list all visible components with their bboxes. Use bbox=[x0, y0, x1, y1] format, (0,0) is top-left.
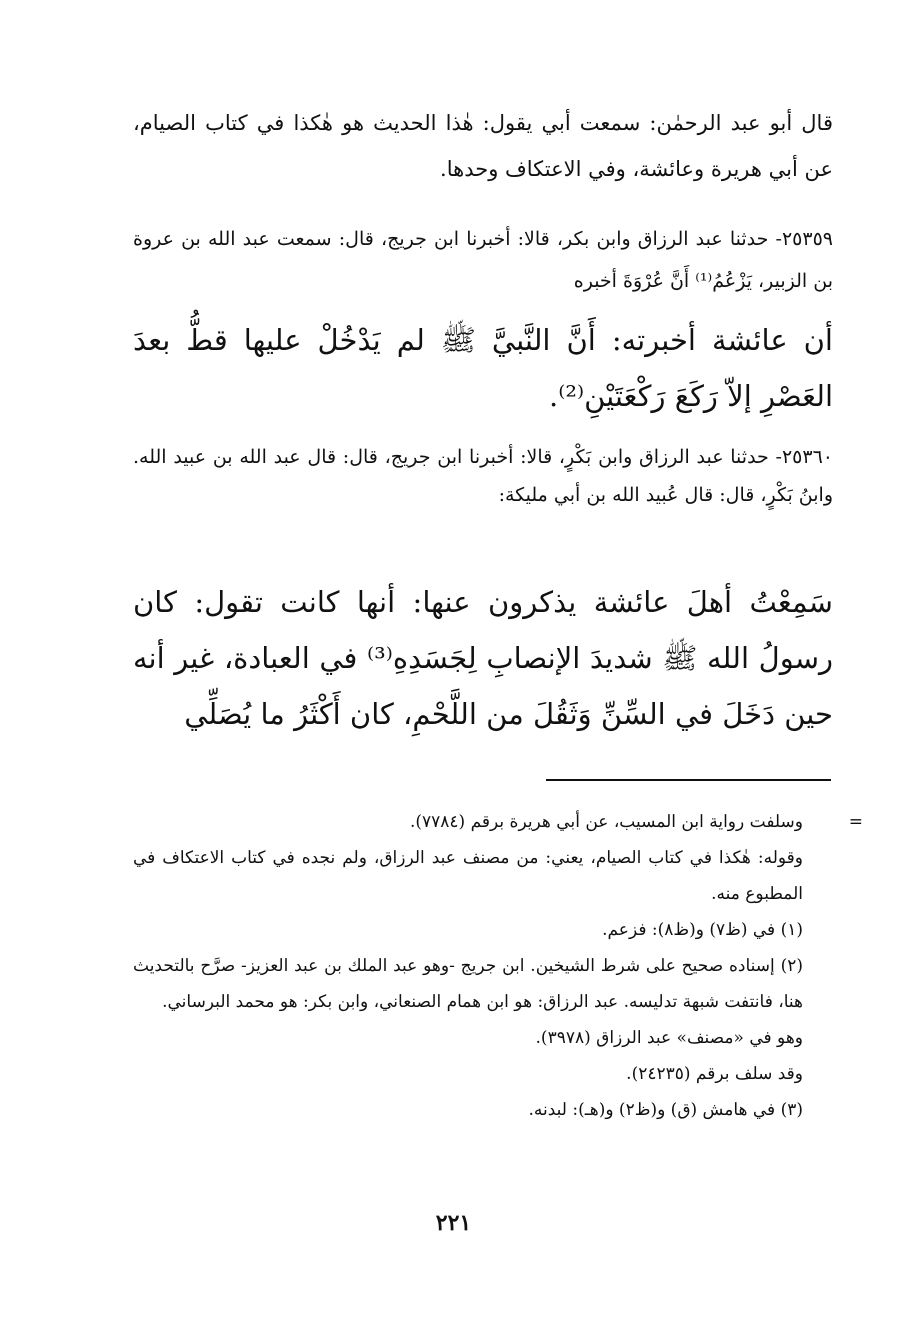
hadith-25360-isnad: ٢٥٣٦٠- حدثنا عبد الرزاق وابن بَكْرٍ، قالا: أخبرنا ابن جريج، قال: قال عبد الله بن عبيد الله. وابنُ بَكْرٍ، قال: قال عُبيد الله بن أبي مليكة: bbox=[133, 446, 833, 506]
continuation-mark: = bbox=[848, 812, 863, 832]
hadith-25359-matn: أن عائشة أخبرته: أَنَّ النَّبيَّ ﷺ لم يَدْخُلْ عليها قطُّ بعدَ العَصْرِ إلاّ رَكَعَ رَكْعَتَيْنِ⁽²⁾. bbox=[133, 323, 833, 413]
hadith-25360-matn: سَمِعْتُ أهلَ عائشة يذكرون عنها: أنها كانت تقول: كان رسولُ الله ﷺ شديدَ الإنصابِ لِجَسَدِهِ⁽³⁾ في العبادة، غير أنه حين دَخَلَ في السِّنِّ وَثَقُلَ من اللَّحْمِ، كان أَكْثَرُ ما يُصَلِّي bbox=[133, 585, 833, 731]
footnote-2: (٢) إسناده صحيح على شرط الشيخين. ابن جريج -وهو عبد الملك بن عبد العزيز- صرَّح بالتحديث هنا، فانتفت شبهة تدليسه. عبد الرزاق: هو ابن همام الصنعاني، وابن بكر: هو محمد البرساني. bbox=[133, 956, 803, 1012]
page-number: ٢٢١ bbox=[435, 1210, 472, 1236]
footnote-text: وسلفت رواية ابن المسيب، عن أبي هريرة برقم (٧٧٨٤). bbox=[409, 812, 803, 832]
footnote-3: (٣) في هامش (ق) و(ظ٢) و(هـ): لبدنه. bbox=[528, 1100, 803, 1120]
footnote-separator bbox=[546, 779, 831, 781]
footnotes-section bbox=[133, 804, 863, 1128]
footnote-continuation bbox=[133, 804, 863, 840]
intro-paragraph: قال أبو عبد الرحمٰن: سمعت أبي يقول: هٰذا الحديث هو هٰكذا في كتاب الصيام، عن أبي هريرة وعائشة، وفي الاعتكاف وحدها. bbox=[133, 111, 833, 181]
hadith-25359-isnad: ٢٥٣٥٩- حدثنا عبد الرزاق وابن بكر، قالا: أخبرنا ابن جريج، قال: سمعت عبد الله بن عروة بن الزبير، يَزْعُمُ⁽¹⁾ أَنَّ عُرْوَةَ أخبره bbox=[133, 228, 833, 292]
footnote-2-source: وهو في «مصنف» عبد الرزاق (٣٩٧٨). bbox=[535, 1028, 803, 1048]
footnote-1: (١) في (ظ٧) و(ظ٨): فزعم. bbox=[602, 920, 803, 940]
footnote-note: وقوله: هٰكذا في كتاب الصيام، يعني: من مصنف عبد الرزاق، ولم نجده في كتاب الاعتكاف في المطبوع منه. bbox=[133, 848, 803, 904]
footnote-2-reference: وقد سلف برقم (٢٤٢٣٥). bbox=[626, 1064, 803, 1084]
